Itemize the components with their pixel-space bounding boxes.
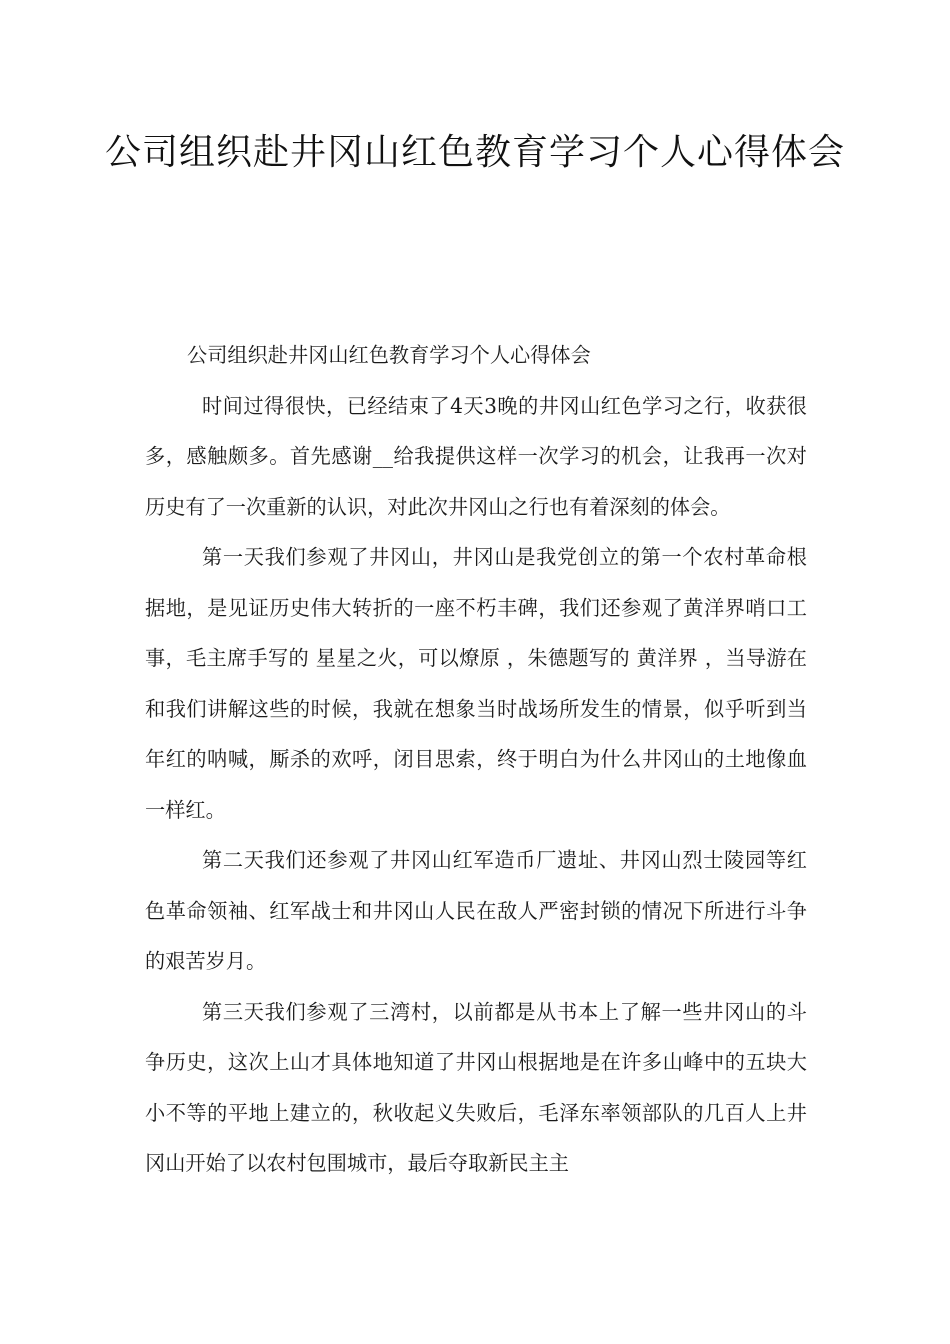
document-title: 公司组织赴井冈山红色教育学习个人心得体会 xyxy=(104,132,845,173)
paragraph-3: 第二天我们还参观了井冈山红军造币厂遗址、井冈山烈士陵园等红色革命领袖、红军战士和井冈山人民在敌人严密封锁的情况下所进行斗争的艰苦岁月。 xyxy=(145,848,807,973)
paragraph-2: 第一天我们参观了井冈山，井冈山是我党创立的第一个农村革命根据地，是见证历史伟大转折的一座不朽丰碑，我们还参观了黄洋界哨口工事，毛主席手写的 星星之火，可以燎原 ，朱德题写的 黄洋界 ，当导游在和我们讲解这些的时候，我就在想象当时战场所发生的情景，似乎听到当年红的呐喊，厮杀的欢呼，闭目思索，终于明白为什么井冈山的土地像血一样红。 xyxy=(145,545,807,822)
paragraph-4: 第三天我们参观了三湾村，以前都是从书本上了解一些井冈山的斗争历史，这次上山才具体地知道了井冈山根据地是在许多山峰中的五块大小不等的平地上建立的，秋收起义失败后，毛泽东率领部队的几百人上井冈山开始了以农村包围城市，最后夺取新民主主 xyxy=(145,999,807,1175)
document-subtitle: 公司组织赴井冈山红色教育学习个人心得体会 xyxy=(187,343,591,367)
paragraph-1: 时间过得很快，已经结束了4天3晚的井冈山红色学习之行，收获很多，感触颇多。首先感谢__给我提供这样一次学习的机会，让我再一次对历史有了一次重新的认识，对此次井冈山之行也有着深刻的体会。 xyxy=(145,393,807,519)
document-body xyxy=(145,330,807,1189)
